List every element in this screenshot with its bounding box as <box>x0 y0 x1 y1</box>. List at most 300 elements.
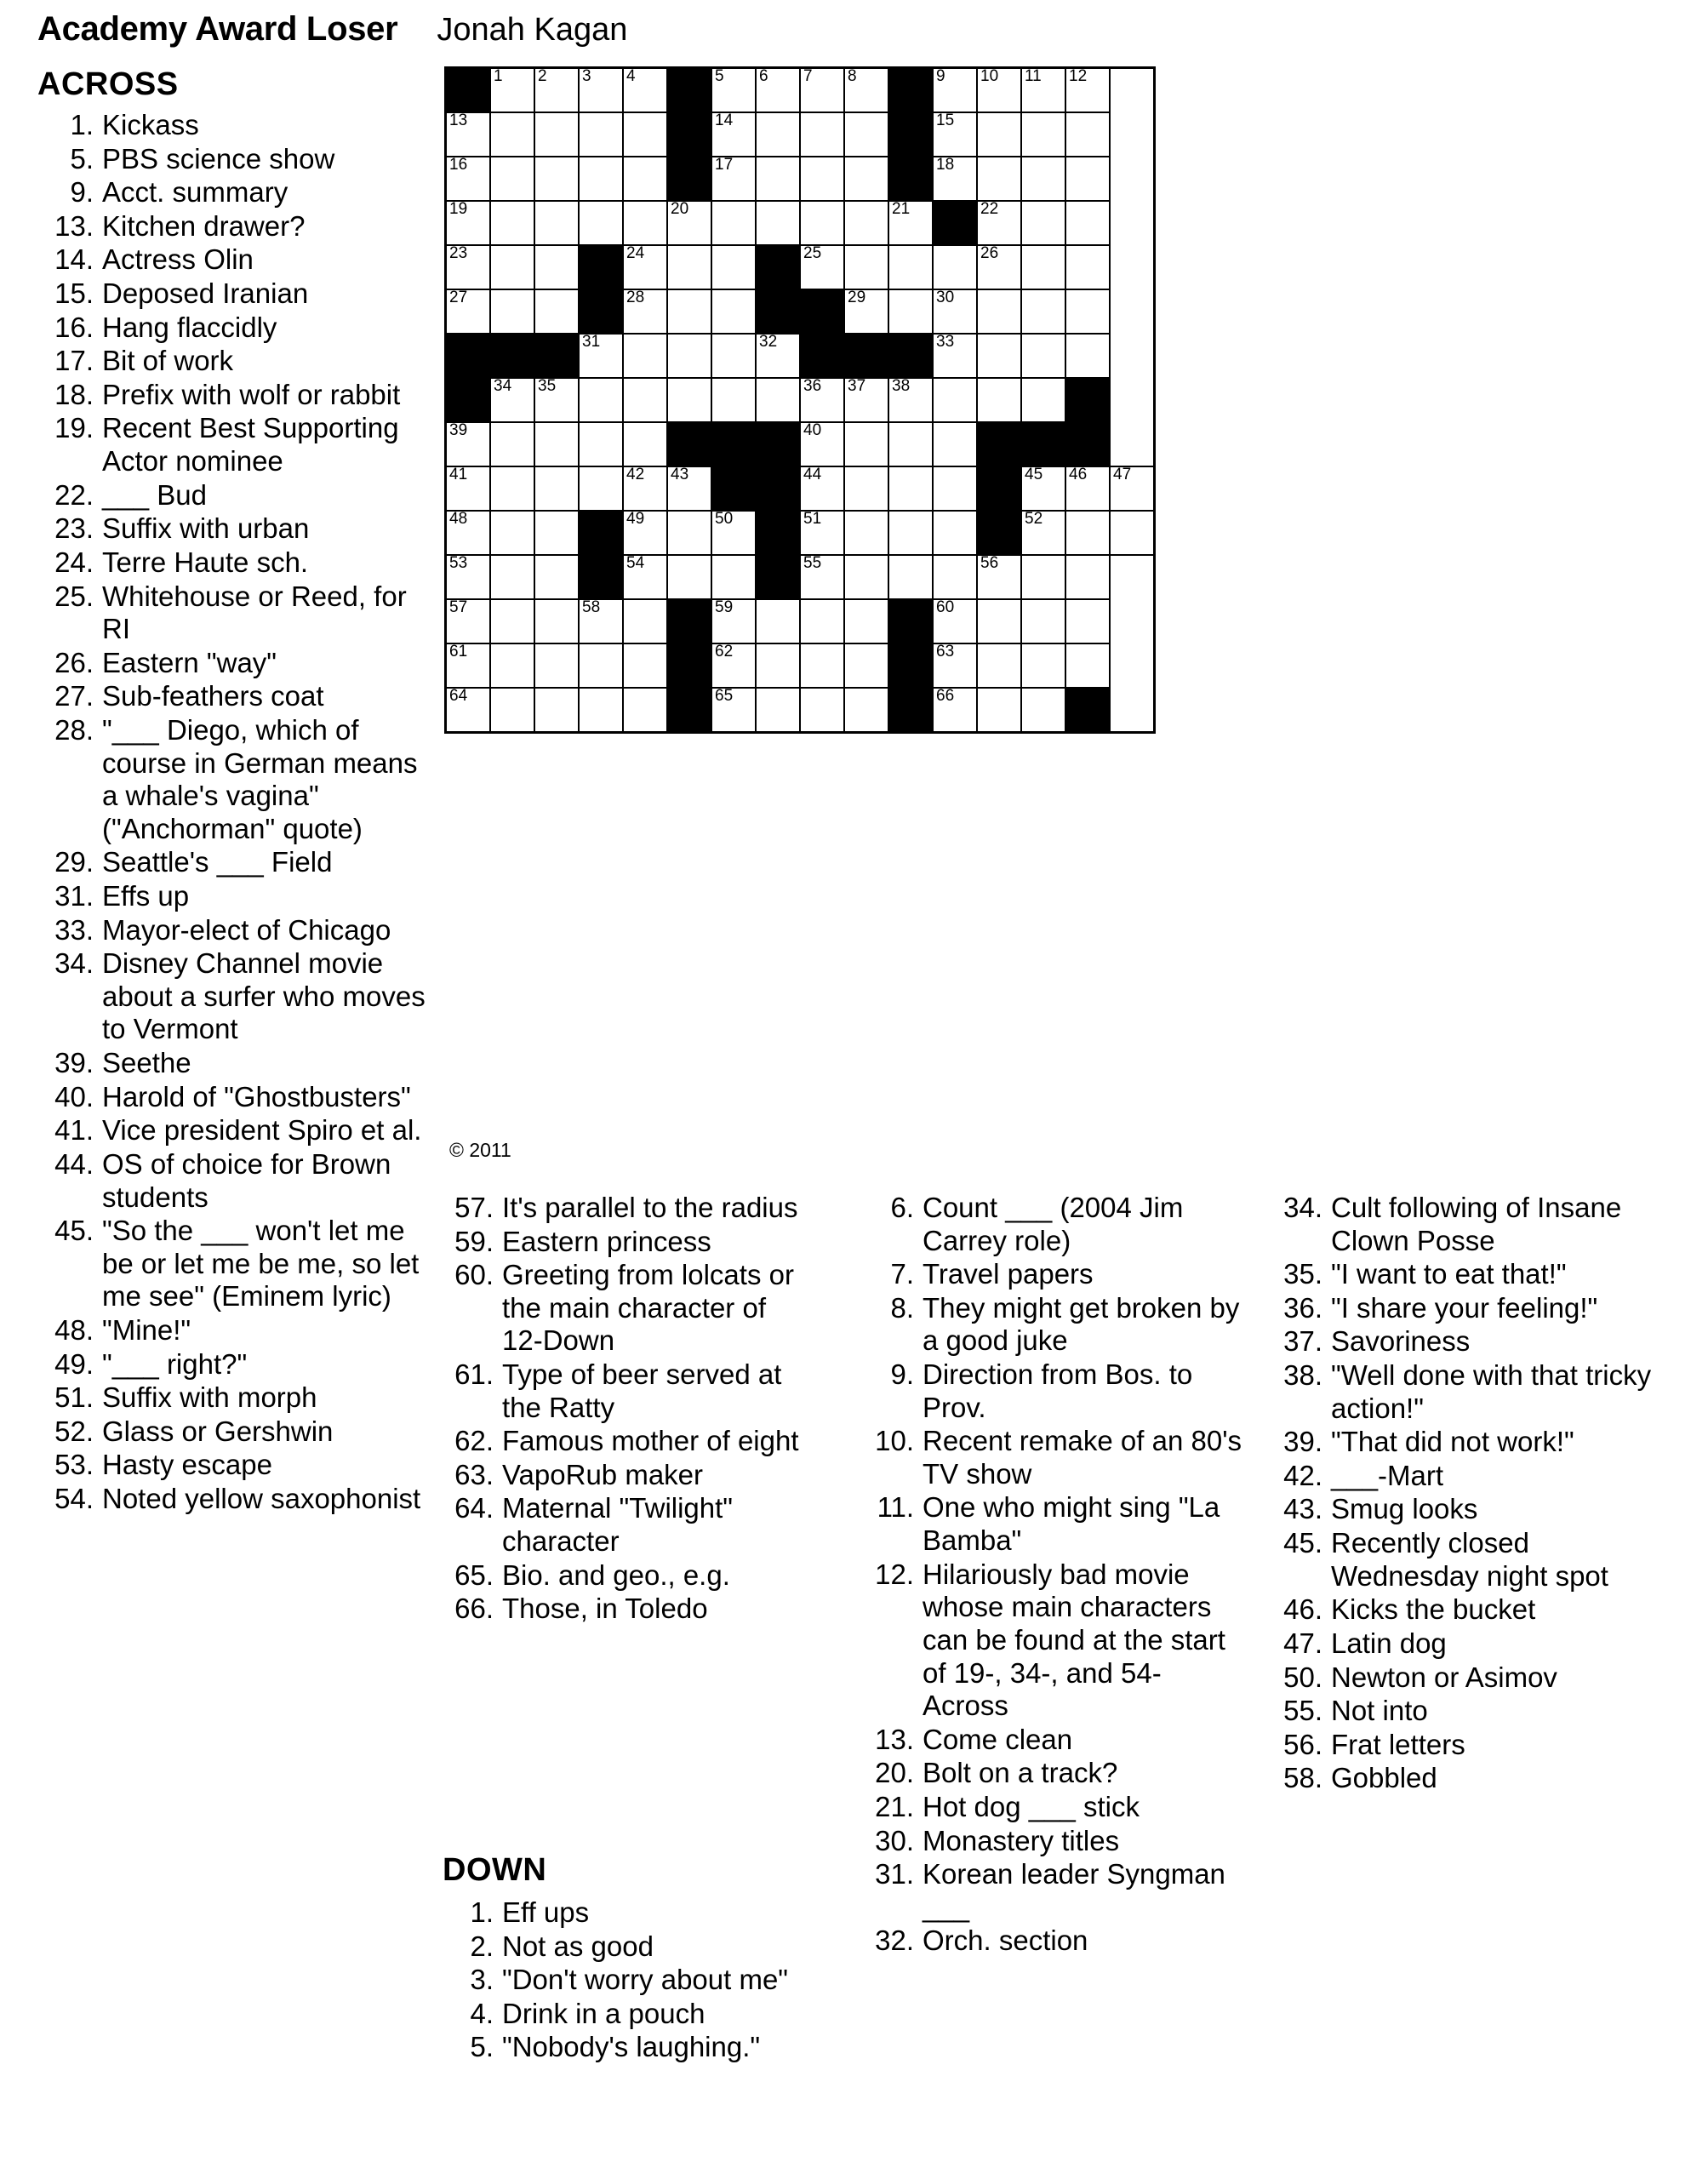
clue-item[interactable] <box>37 1348 431 1381</box>
grid-cell[interactable] <box>933 157 977 201</box>
grid-cell[interactable] <box>1065 599 1110 643</box>
clue-number: 10. <box>875 1425 914 1457</box>
grid-cell[interactable] <box>800 112 844 157</box>
grid-cell[interactable] <box>623 289 667 334</box>
grid-cell[interactable] <box>534 511 579 555</box>
clue-item[interactable] <box>1270 1627 1670 1661</box>
grid-cell[interactable] <box>446 112 491 157</box>
grid-cell[interactable] <box>1065 289 1110 334</box>
clue-number: 38. <box>1283 1359 1322 1392</box>
grid-cell[interactable] <box>579 599 623 643</box>
grid-cell[interactable] <box>623 334 667 378</box>
clue-item[interactable] <box>443 1492 800 1558</box>
grid-cell[interactable] <box>1021 378 1065 422</box>
grid-cell[interactable] <box>579 688 623 733</box>
clue-item[interactable] <box>443 1192 800 1225</box>
grid-row <box>446 378 1155 422</box>
grid-cell[interactable] <box>800 201 844 245</box>
grid-cell[interactable] <box>446 289 491 334</box>
grid-cell[interactable] <box>756 599 800 643</box>
grid-cell[interactable] <box>888 422 933 466</box>
clue-item[interactable] <box>1270 1192 1670 1257</box>
clue-item[interactable] <box>443 1559 800 1593</box>
clue-item[interactable] <box>37 1215 431 1313</box>
grid-cell[interactable] <box>1065 643 1110 688</box>
grid-cell[interactable] <box>800 511 844 555</box>
grid-cell[interactable] <box>1021 112 1065 157</box>
grid-cell[interactable] <box>446 157 491 201</box>
grid-cell[interactable] <box>490 511 534 555</box>
grid-cell[interactable] <box>933 68 977 113</box>
clue-text: "___ Diego, which of course in German means a whale's vagina" ("Anchorman" quote) <box>102 713 418 844</box>
grid-cell[interactable] <box>579 422 623 466</box>
grid-cell[interactable] <box>446 511 491 555</box>
grid-cell[interactable] <box>977 157 1021 201</box>
grid-cell-number: 18 <box>936 156 955 174</box>
grid-cell[interactable] <box>490 201 534 245</box>
clue-item[interactable] <box>37 1415 431 1449</box>
grid-block-cell <box>1021 422 1065 466</box>
grid-cell[interactable] <box>667 334 711 378</box>
grid-cell[interactable] <box>534 157 579 201</box>
clue-item[interactable] <box>37 379 431 412</box>
grid-cell-number: 16 <box>449 156 468 174</box>
clue-number: 14. <box>54 243 94 276</box>
grid-cell[interactable] <box>800 422 844 466</box>
clue-item[interactable] <box>37 914 431 947</box>
grid-table[interactable] <box>444 66 1156 734</box>
grid-cell[interactable] <box>933 555 977 599</box>
clue-item[interactable] <box>861 1258 1244 1291</box>
grid-cell[interactable] <box>623 378 667 422</box>
clue-text: Not as good <box>502 1930 654 1962</box>
clue-item[interactable] <box>37 243 431 277</box>
grid-cell[interactable] <box>1110 511 1155 555</box>
grid-cell[interactable] <box>490 599 534 643</box>
grid-cell[interactable] <box>711 378 756 422</box>
grid-cell[interactable] <box>1065 466 1110 511</box>
grid-cell[interactable] <box>800 555 844 599</box>
grid-cell[interactable] <box>844 378 888 422</box>
clue-item[interactable] <box>37 1081 431 1114</box>
grid-cell[interactable] <box>534 555 579 599</box>
grid-cell[interactable] <box>534 201 579 245</box>
grid-cell[interactable] <box>800 643 844 688</box>
grid-cell[interactable] <box>977 334 1021 378</box>
clue-item[interactable] <box>37 479 431 512</box>
grid-cell[interactable] <box>800 466 844 511</box>
clue-item[interactable] <box>443 1259 800 1358</box>
grid-cell[interactable] <box>667 466 711 511</box>
grid-cell[interactable] <box>1065 245 1110 289</box>
grid-cell[interactable] <box>888 466 933 511</box>
grid-cell[interactable] <box>667 289 711 334</box>
clue-item[interactable] <box>1270 1729 1670 1762</box>
grid-cell[interactable] <box>623 201 667 245</box>
grid-cell[interactable] <box>623 422 667 466</box>
grid-cell[interactable] <box>623 157 667 201</box>
grid-cell[interactable] <box>711 599 756 643</box>
grid-cell[interactable] <box>446 555 491 599</box>
grid-cell[interactable] <box>1021 599 1065 643</box>
grid-cell[interactable] <box>933 688 977 733</box>
clue-item[interactable] <box>443 1425 800 1458</box>
grid-cell-number: 11 <box>1025 67 1042 85</box>
grid-cell[interactable] <box>1021 466 1065 511</box>
clue-number: 62. <box>454 1425 494 1457</box>
grid-cell[interactable] <box>711 157 756 201</box>
grid-cell[interactable] <box>579 466 623 511</box>
grid-cell[interactable] <box>977 688 1021 733</box>
grid-cell[interactable] <box>623 643 667 688</box>
clue-item[interactable] <box>861 1924 1244 1958</box>
grid-cell[interactable] <box>446 688 491 733</box>
clue-item[interactable] <box>37 680 431 713</box>
clue-item[interactable] <box>37 880 431 913</box>
grid-cell[interactable] <box>933 112 977 157</box>
grid-cell[interactable] <box>1021 555 1065 599</box>
grid-cell[interactable] <box>800 157 844 201</box>
clue-item[interactable] <box>37 412 431 478</box>
grid-cell[interactable] <box>1110 466 1155 511</box>
clue-item[interactable] <box>1270 1762 1670 1795</box>
grid-cell[interactable] <box>1021 511 1065 555</box>
grid-cell[interactable] <box>844 245 888 289</box>
grid-cell[interactable] <box>534 599 579 643</box>
clue-item[interactable] <box>861 1558 1244 1723</box>
grid-cell[interactable] <box>490 157 534 201</box>
grid-cell[interactable] <box>756 688 800 733</box>
grid-cell[interactable] <box>1065 112 1110 157</box>
grid-cell[interactable] <box>534 289 579 334</box>
grid-cell[interactable] <box>490 378 534 422</box>
grid-cell[interactable] <box>1065 68 1110 113</box>
grid-cell-number: 3 <box>582 67 591 85</box>
grid-cell[interactable] <box>977 378 1021 422</box>
clue-item[interactable] <box>443 2031 800 2064</box>
grid-cell[interactable] <box>623 555 667 599</box>
grid-cell[interactable] <box>933 422 977 466</box>
clue-item[interactable] <box>37 947 431 1046</box>
grid-cell[interactable] <box>490 688 534 733</box>
clue-item[interactable] <box>1270 1593 1670 1627</box>
clue-item[interactable] <box>1270 1661 1670 1695</box>
grid-cell[interactable] <box>977 68 1021 113</box>
grid-cell[interactable] <box>888 245 933 289</box>
grid-cell[interactable] <box>711 112 756 157</box>
clue-item[interactable] <box>37 546 431 580</box>
grid-cell[interactable] <box>800 245 844 289</box>
grid-cell[interactable] <box>756 201 800 245</box>
clue-item[interactable] <box>37 143 431 176</box>
grid-cell[interactable] <box>977 245 1021 289</box>
grid-cell[interactable] <box>1065 555 1110 599</box>
grid-cell[interactable] <box>667 378 711 422</box>
grid-cell[interactable] <box>888 289 933 334</box>
clue-item[interactable] <box>37 1449 431 1482</box>
grid-cell[interactable] <box>888 201 933 245</box>
clue-item[interactable] <box>1270 1493 1670 1526</box>
clue-item[interactable] <box>1270 1359 1670 1425</box>
grid-cell[interactable] <box>623 245 667 289</box>
grid-cell[interactable] <box>711 643 756 688</box>
clue-item[interactable] <box>37 109 431 142</box>
grid-cell[interactable] <box>1021 688 1065 733</box>
clue-item[interactable] <box>37 1483 431 1516</box>
clue-item[interactable] <box>37 714 431 845</box>
grid-cell[interactable] <box>711 511 756 555</box>
grid-cell[interactable] <box>579 643 623 688</box>
grid-cell[interactable] <box>977 555 1021 599</box>
grid-cell[interactable] <box>1021 157 1065 201</box>
clue-text: Bit of work <box>102 345 234 377</box>
clue-item[interactable] <box>861 1425 1244 1490</box>
crossword-grid[interactable] <box>444 66 1156 734</box>
grid-cell[interactable] <box>844 201 888 245</box>
grid-cell[interactable] <box>667 245 711 289</box>
clue-number: 46. <box>1283 1593 1322 1626</box>
grid-cell[interactable] <box>844 112 888 157</box>
clue-item[interactable] <box>861 1825 1244 1858</box>
clue-item[interactable] <box>861 1858 1244 1924</box>
grid-cell[interactable] <box>844 599 888 643</box>
grid-cell[interactable] <box>756 112 800 157</box>
clue-item[interactable] <box>443 1358 800 1424</box>
clue-item[interactable] <box>37 176 431 209</box>
grid-cell[interactable] <box>933 511 977 555</box>
clue-number: 2. <box>470 1930 494 1962</box>
grid-cell[interactable] <box>800 688 844 733</box>
clue-item[interactable] <box>861 1757 1244 1790</box>
grid-cell[interactable] <box>534 245 579 289</box>
clue-item[interactable] <box>443 1459 800 1492</box>
clue-item[interactable] <box>861 1491 1244 1557</box>
grid-cell[interactable] <box>446 643 491 688</box>
clue-item[interactable] <box>1270 1527 1670 1593</box>
grid-cell-number: 50 <box>715 510 734 528</box>
grid-cell[interactable] <box>490 112 534 157</box>
grid-cell[interactable] <box>711 68 756 113</box>
grid-cell[interactable] <box>844 511 888 555</box>
grid-cell[interactable] <box>667 201 711 245</box>
clue-item[interactable] <box>1270 1695 1670 1728</box>
clue-item[interactable] <box>861 1292 1244 1358</box>
grid-cell[interactable] <box>844 643 888 688</box>
clue-item[interactable] <box>443 1964 800 1997</box>
grid-cell[interactable] <box>534 378 579 422</box>
grid-cell-number: 25 <box>803 244 822 262</box>
grid-cell[interactable] <box>534 112 579 157</box>
clue-number: 51. <box>54 1381 94 1414</box>
clue-number: 18. <box>54 378 94 410</box>
grid-cell[interactable] <box>1021 245 1065 289</box>
grid-cell[interactable] <box>844 688 888 733</box>
grid-cell[interactable] <box>623 68 667 113</box>
grid-cell[interactable] <box>579 378 623 422</box>
clue-item[interactable] <box>861 1192 1244 1257</box>
grid-cell[interactable] <box>667 555 711 599</box>
grid-cell[interactable] <box>446 201 491 245</box>
grid-cell[interactable] <box>888 378 933 422</box>
grid-cell[interactable] <box>800 599 844 643</box>
grid-cell[interactable] <box>623 466 667 511</box>
grid-cell[interactable] <box>623 599 667 643</box>
grid-cell[interactable] <box>711 201 756 245</box>
clue-number: 53. <box>54 1449 94 1481</box>
grid-cell[interactable] <box>579 334 623 378</box>
grid-cell[interactable] <box>1065 157 1110 201</box>
grid-cell[interactable] <box>933 245 977 289</box>
grid-cell[interactable] <box>933 334 977 378</box>
grid-cell[interactable] <box>844 466 888 511</box>
grid-cell[interactable] <box>933 378 977 422</box>
grid-cell[interactable] <box>1065 511 1110 555</box>
grid-cell[interactable] <box>667 511 711 555</box>
grid-cell-number: 10 <box>980 67 999 85</box>
grid-block-cell <box>756 511 800 555</box>
grid-cell[interactable] <box>933 599 977 643</box>
clue-item[interactable] <box>37 1148 431 1214</box>
clue-item[interactable] <box>1270 1292 1670 1325</box>
clue-item[interactable] <box>37 277 431 311</box>
clue-item[interactable] <box>37 1047 431 1080</box>
grid-cell[interactable] <box>933 643 977 688</box>
grid-cell[interactable] <box>534 68 579 113</box>
clue-item[interactable] <box>861 1724 1244 1757</box>
grid-cell[interactable] <box>977 643 1021 688</box>
clue-number: 36. <box>1283 1291 1322 1324</box>
grid-cell[interactable] <box>977 201 1021 245</box>
grid-cell-number: 6 <box>759 67 768 85</box>
grid-cell[interactable] <box>534 422 579 466</box>
grid-cell[interactable] <box>844 289 888 334</box>
grid-cell[interactable] <box>756 643 800 688</box>
grid-cell[interactable] <box>579 157 623 201</box>
grid-cell[interactable] <box>711 245 756 289</box>
clue-item[interactable] <box>1270 1258 1670 1291</box>
clue-item[interactable] <box>1270 1460 1670 1493</box>
grid-cell[interactable] <box>1065 334 1110 378</box>
grid-cell[interactable] <box>756 378 800 422</box>
grid-cell[interactable] <box>1021 643 1065 688</box>
grid-cell[interactable] <box>888 555 933 599</box>
grid-cell-number: 47 <box>1113 466 1132 483</box>
across-heading: ACROSS <box>37 66 179 102</box>
grid-cell-number: 36 <box>803 377 822 395</box>
grid-cell[interactable] <box>844 555 888 599</box>
clue-item[interactable] <box>443 1930 800 1964</box>
grid-block-cell <box>756 422 800 466</box>
grid-cell[interactable] <box>446 466 491 511</box>
grid-cell[interactable] <box>623 688 667 733</box>
grid-cell[interactable] <box>490 422 534 466</box>
grid-cell[interactable] <box>1021 201 1065 245</box>
clue-item[interactable] <box>37 512 431 546</box>
grid-cell[interactable] <box>756 157 800 201</box>
clue-item[interactable] <box>443 1896 800 1930</box>
grid-cell-number: 62 <box>715 643 734 661</box>
clue-item[interactable] <box>861 1358 1244 1424</box>
grid-cell[interactable] <box>579 68 623 113</box>
grid-cell[interactable] <box>446 245 491 289</box>
grid-cell[interactable] <box>756 334 800 378</box>
clue-item[interactable] <box>37 210 431 243</box>
grid-cell[interactable] <box>711 289 756 334</box>
grid-cell[interactable] <box>844 157 888 201</box>
grid-cell[interactable] <box>534 688 579 733</box>
grid-cell[interactable] <box>534 643 579 688</box>
grid-cell[interactable] <box>623 511 667 555</box>
grid-cell[interactable] <box>977 289 1021 334</box>
grid-cell-number: 40 <box>803 421 822 439</box>
clue-item[interactable] <box>37 1314 431 1347</box>
grid-cell[interactable] <box>490 245 534 289</box>
grid-cell-number: 4 <box>626 67 636 85</box>
clue-number: 16. <box>54 311 94 343</box>
grid-cell[interactable] <box>1021 334 1065 378</box>
grid-cell[interactable] <box>933 466 977 511</box>
grid-cell[interactable] <box>800 68 844 113</box>
grid-cell[interactable] <box>756 68 800 113</box>
grid-cell[interactable] <box>579 112 623 157</box>
grid-cell-number: 12 <box>1069 67 1088 85</box>
clue-item[interactable] <box>37 345 431 378</box>
clue-item[interactable] <box>443 1998 800 2031</box>
grid-cell[interactable] <box>711 555 756 599</box>
grid-cell[interactable] <box>844 422 888 466</box>
clue-item[interactable] <box>37 1381 431 1415</box>
clue-item[interactable] <box>443 1593 800 1626</box>
grid-cell[interactable] <box>490 466 534 511</box>
clue-item[interactable] <box>37 647 431 680</box>
clue-number: 41. <box>54 1114 94 1147</box>
clue-text: Seattle's ___ Field <box>102 846 333 878</box>
clue-item[interactable] <box>37 1114 431 1147</box>
grid-cell[interactable] <box>711 334 756 378</box>
grid-cell[interactable] <box>711 688 756 733</box>
grid-cell[interactable] <box>490 555 534 599</box>
clue-item[interactable] <box>37 580 431 646</box>
grid-cell[interactable] <box>446 422 491 466</box>
clue-item[interactable] <box>861 1791 1244 1824</box>
grid-cell[interactable] <box>490 289 534 334</box>
grid-cell[interactable] <box>800 378 844 422</box>
clue-item[interactable] <box>1270 1325 1670 1358</box>
clue-item[interactable] <box>37 846 431 879</box>
clue-text: Recent remake of an 80's TV show <box>923 1425 1242 1490</box>
grid-cell[interactable] <box>933 289 977 334</box>
grid-cell[interactable] <box>1065 201 1110 245</box>
grid-cell[interactable] <box>623 112 667 157</box>
grid-cell[interactable] <box>1021 289 1065 334</box>
clue-text: ___-Mart <box>1331 1459 1444 1491</box>
grid-cell[interactable] <box>534 466 579 511</box>
grid-cell[interactable] <box>579 201 623 245</box>
grid-cell[interactable] <box>977 599 1021 643</box>
clue-item[interactable] <box>37 312 431 345</box>
grid-cell[interactable] <box>844 68 888 113</box>
clue-item[interactable] <box>443 1226 800 1259</box>
grid-cell[interactable] <box>888 511 933 555</box>
clue-item[interactable] <box>1270 1426 1670 1459</box>
grid-cell[interactable] <box>490 643 534 688</box>
grid-cell[interactable] <box>977 112 1021 157</box>
clue-text: Acct. summary <box>102 176 288 209</box>
grid-cell[interactable] <box>1021 68 1065 113</box>
grid-cell[interactable] <box>490 68 534 113</box>
grid-cell-number: 60 <box>936 598 955 616</box>
grid-cell[interactable] <box>446 599 491 643</box>
